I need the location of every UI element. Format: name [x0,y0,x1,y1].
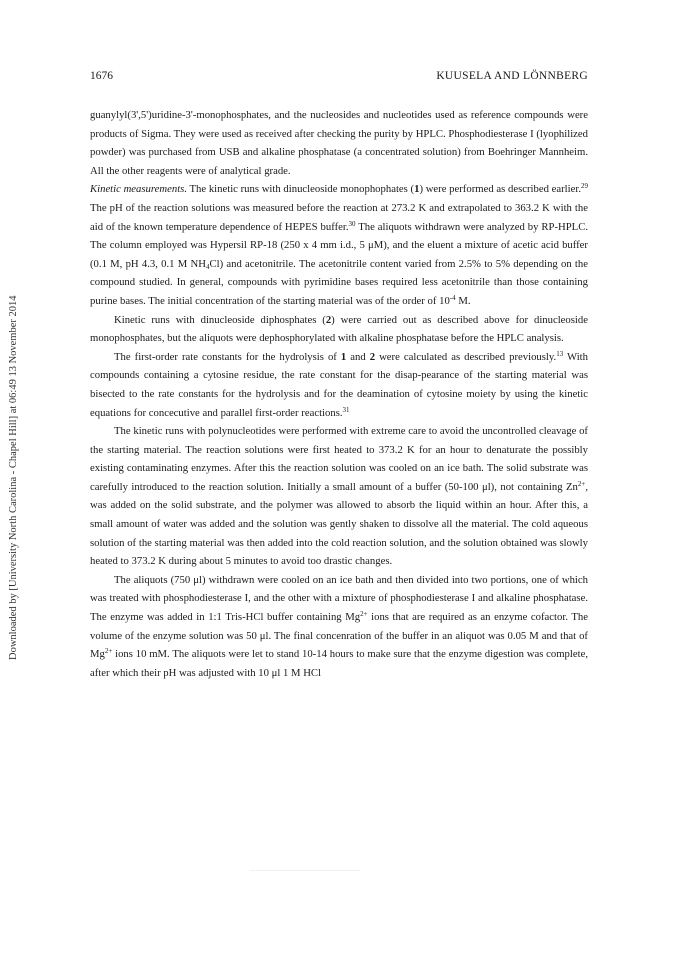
text-run: Cl) and acetonitrile. The acetonitrile content varied from 2.5% to 5% depending on the compound studied. In general, compounds with pyrimidine bases required less acetonitrile than those containing purine bases. The initial concentration of the starting material was of the order of 10 [90,257,588,307]
scan-artifact-line [250,870,360,871]
text-run: The kinetic runs with dinucleoside monophophates ( [187,183,415,196]
body-text [90,106,588,682]
running-head: KUUSELA AND LÖNNBERG [436,70,588,82]
text-run: ) were carried out as described above for dinucleoside monophosphates, but the aliquots were dephosphorylated with alkaline phosphatase before the HPLC analysis. [90,313,588,345]
text-run: ions that are required as an enzyme cofactor. The volume of the enzyme solution was 50 μl. The final concenration of the buffer in an aliquot was 0.05 M and that of Mg [90,611,588,661]
text-run: M. [455,294,471,307]
page-number: 1676 [90,70,113,82]
text-run: and [346,350,370,363]
citation: 13 [556,349,564,358]
text-run: guanylyl(3',5')uridine-3'-monophosphates, and the nucleosides and nucleotides used as reference compounds were products of Sigma. They were used as received after checking the purity by HPLC. Phosphodiesterase I (lyophilized powder) was purchased from USB and alkaline phosphatase (a concentrated solution) from Boehringer Mannheim. All the other reagents were of analytical grade. [90,109,588,177]
text-run: With compounds containing a cytosine residue, the rate constant for the disap-pearance of the starting material was bisected to the rate constants for the hydrolysis and for the deamination of cytosine moiety by using the kinetic equations for concecutive and parallel first-order reactions. [90,350,588,419]
text-run: ions 10 mM. The aliquots were let to stand 10-14 hours to make sure that the enzyme digestion was complete, after which their pH was adjusted with 10 μl 1 M HCl [90,648,588,679]
paragraph-aliquots [90,571,588,683]
citation: 29 [581,182,589,191]
paragraph-rate-constants [90,348,588,422]
text-run: The pH of the reaction solutions was measured before the reaction at 273.2 K and extrapolated to 363.2 K with the aid of the known temperature dependence of HEPES buffer. [90,201,588,233]
superscript: -4 [449,293,456,302]
text-run: The first-order rate constants for the hydrolysis of [114,350,341,363]
section-heading: Kinetic measurements. [90,183,187,196]
page-header [90,70,588,86]
text-run: , was added on the solid substrate, and the polymer was allowed to absorb the liquid within an hour. After this, a small amount of water was added and the solution was gently shaken to dissolve all the material. The cold aqueous solution of the starting material was then added into the cold reaction solution, and the solution obtained was slowly heated to 373.2 K during about 5 minutes to avoid too drastic changes. [90,480,588,568]
superscript: 2+ [360,610,368,619]
text-run: The aliquots (750 μl) withdrawn were cooled on an ice bath and then divided into two portions, one of which was treated with phosphodiesterase I, and the other with a mixture of phosphodiesterase I and alkaline phosphatase. The enzyme was added in 1:1 Tris-HCl buffer containing Mg [90,573,588,624]
text-run: The aliquots withdrawn were analyzed by RP-HPLC. The column employed was Hypersil RP-18 (250 x 4 mm i.d., 5 μM), and the eluent a mixture of acetic acid buffer (0.1 M, pH 4.3, 0.1 M NH [90,220,588,270]
superscript: 2+ [104,647,113,656]
citation: 31 [342,405,350,414]
compound-ref: 2 [325,313,332,326]
text-run: ) were performed as described earlier. [419,183,582,196]
paragraph-kinetic-measurements [90,180,588,310]
compound-ref: 2 [369,350,376,363]
download-watermark: Downloaded by [University North Carolina - Chapel Hill] at 06:49 13 November 2014 [8,295,19,660]
compound-ref: 1 [340,350,347,363]
text-run: The kinetic runs with polynucleotides were performed with extreme care to avoid the uncontrolled cleavage of the starting material. The reaction solutions were first heated to 373.2 K for an hour to denaturate the possibly existing contaminating enzymes. After this the reaction solution was cooled on an ice bath. The solid substrate was carefully introduced to the reaction solution. Initially a small amount of a buffer (50-100 μl), not containing Zn [90,425,588,493]
paragraph-diphosphates [90,311,588,348]
text-run: were calculated as described previously. [375,350,557,363]
paragraph-materials [90,106,588,180]
compound-ref: 1 [414,183,420,196]
text-run: Kinetic runs with dinucleoside diphosphates ( [114,313,326,326]
superscript: 2+ [577,479,586,488]
citation: 30 [348,219,356,228]
subscript: 4 [205,262,210,271]
paragraph-polynucleotides [90,422,588,571]
